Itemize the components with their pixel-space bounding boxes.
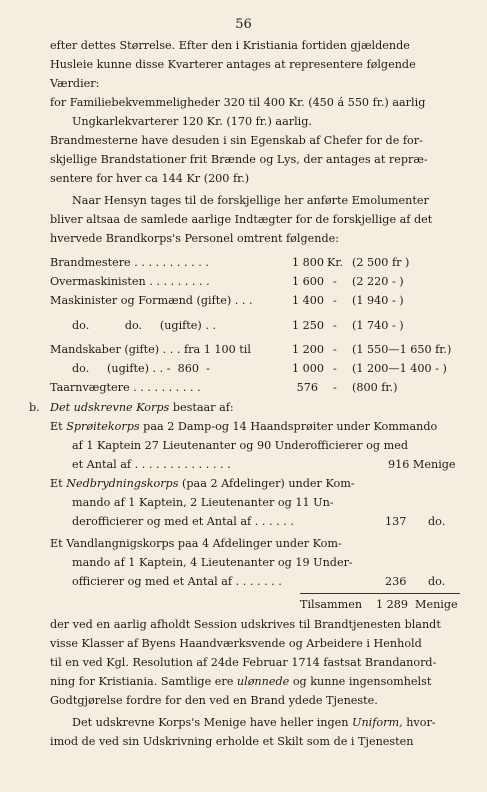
text-line: visse Klasser af Byens Haandværksvende og Arbeidere i Henhold (50, 637, 422, 650)
section-letter: b. (29, 401, 40, 414)
row-label: Taarnvægtere . . . . . . . . . . (50, 381, 201, 394)
text-line: skjellige Brandstationer frit Brænde og Lys, der antages at repræ- (50, 153, 428, 166)
row-unit: - (333, 343, 337, 356)
corps-line: mando af 1 Kaptein, 4 Lieutenanter og 19 Under- (72, 556, 353, 569)
text-line (72, 716, 436, 730)
row-label: Overmaskinisten . . . . . . . . . (50, 275, 210, 288)
row-unit: - (333, 294, 337, 307)
text-line: Ungkarlekvarterer 120 Kr. (170 fr.) aarlig. (72, 115, 312, 128)
total-count: 1 289 (376, 598, 409, 611)
corps-text: paa 2 Damp-og 14 Haandsprøiter under Kommando (143, 420, 438, 433)
text-line: Naar Hensyn tages til de forskjellige her anførte Emolumenter (72, 194, 429, 207)
row-fr: (2 220 - ) (352, 275, 404, 288)
text-line (50, 675, 431, 689)
text-line: imod de ved sin Udskrivning erholde et Skilt som de i Tjenesten (50, 735, 414, 748)
text-line: bliver altsaa de samlede aarlige Indtægter for de forskjellige af det (50, 213, 433, 226)
row-unit: - (333, 275, 337, 288)
text-span: ning for Kristiania. Samtlige ere (50, 675, 234, 688)
text-span: Det udskrevne Korps's Menige have heller ingen (72, 716, 349, 729)
row-fr: (1 940 - ) (352, 294, 404, 307)
emphasis: ulønnede (236, 675, 290, 688)
text-line: Brandmesterne have desuden i sin Egenskab af Chefer for de for- (50, 134, 423, 147)
row-unit: - (333, 319, 337, 332)
row-fr: (1 550—1 650 fr.) (352, 343, 452, 356)
row-kr: 1 600 (291, 275, 324, 288)
corps-line: af 1 Kaptein 27 Lieutenanter og 90 Underofficierer og med (72, 439, 408, 452)
corps-count: 137 (385, 515, 407, 528)
text-line: der ved en aarlig afholdt Session udskrives til Brandtjenesten blandt (50, 618, 441, 631)
corps-text: (paa 2 Afdelinger) under Kom- (182, 477, 355, 490)
row-kr: 1 800 (291, 256, 324, 269)
corps-count: 916 Menige (388, 458, 456, 471)
text-line: til en ved Kgl. Resolution af 24de Februar 1714 fastsat Brandanord- (50, 656, 437, 669)
total-unit: Menige (415, 598, 458, 611)
row-kr: 1 250 (291, 319, 324, 332)
text-span: hvor- (406, 716, 436, 729)
corps-unit: do. (428, 575, 446, 588)
corps-count: 236 (385, 575, 407, 588)
row-label: Mandskaber (gifte) . . . fra 1 100 til (50, 343, 251, 356)
row-unit: - (333, 362, 337, 375)
corps-name: Sprøitekorps (66, 420, 140, 433)
sum-rule (300, 593, 460, 594)
row-kr: 576 (296, 381, 318, 394)
row-fr: (2 500 fr ) (352, 256, 410, 269)
row-fr: (1 200—1 400 - ) (352, 362, 447, 375)
row-label: do. do. (ugifte) . . (72, 319, 217, 332)
corps-unit: do. (428, 515, 446, 528)
row-kr: 1 200 (291, 343, 324, 356)
row-kr: 1 000 (291, 362, 324, 375)
total-label: Tilsammen (300, 598, 363, 611)
row-fr: (1 740 - ) (352, 319, 404, 332)
row-label: Maskinister og Formænd (gifte) . . . (50, 294, 253, 307)
row-unit: - (333, 381, 337, 394)
row-label: do. (ugifte) . . - 860 - (72, 362, 210, 375)
text-line: for Familiebekvemmeligheder 320 til 400 Kr. (450 á 550 fr.) aarlig (50, 96, 426, 109)
corps-line (50, 420, 437, 434)
text-line: sentere for hver ca 144 Kr (200 fr.) (50, 172, 250, 185)
text-line: Godtgjørelse fordre for den ved en Brand ydede Tjeneste. (50, 694, 378, 707)
emphasis: Uniform, (352, 716, 403, 729)
corps-prefix: Et (50, 477, 63, 490)
text-line: efter dettes Størrelse. Efter den i Kristiania fortiden gjældende (50, 39, 410, 52)
corps-line: mando af 1 Kaptein, 2 Lieutenanter og 11 Un- (72, 496, 334, 509)
section-heading (50, 401, 234, 415)
row-label: Brandmestere . . . . . . . . . . . (50, 256, 209, 269)
corps-name: Nedbrydningskorps (66, 477, 179, 490)
section-title: Det udskrevne Korps (50, 401, 170, 414)
corps-line: derofficierer og med et Antal af . . . . . . (72, 515, 294, 528)
corps-line: et Antal af . . . . . . . . . . . . . . (72, 458, 231, 471)
corps-line: Et Vandlangnigskorps paa 4 Afdelinger under Kom- (50, 537, 342, 550)
text-line: Husleie kunne disse Kvarterer antages at representere følgende (50, 58, 416, 71)
text-line: Værdier: (50, 77, 100, 90)
text-line: hvervede Brandkorps's Personel omtrent følgende: (50, 232, 340, 245)
page-number: 56 (235, 17, 252, 32)
text-span: og kunne ingensomhelst (292, 675, 432, 688)
corps-prefix: Et (50, 420, 63, 433)
corps-line: officierer og med et Antal af . . . . . . . (72, 575, 282, 588)
row-fr: (800 fr.) (352, 381, 398, 394)
row-unit: Kr. (327, 256, 344, 269)
corps-line (50, 477, 355, 491)
section-title-suffix: bestaar af: (172, 401, 234, 414)
row-kr: 1 400 (291, 294, 324, 307)
